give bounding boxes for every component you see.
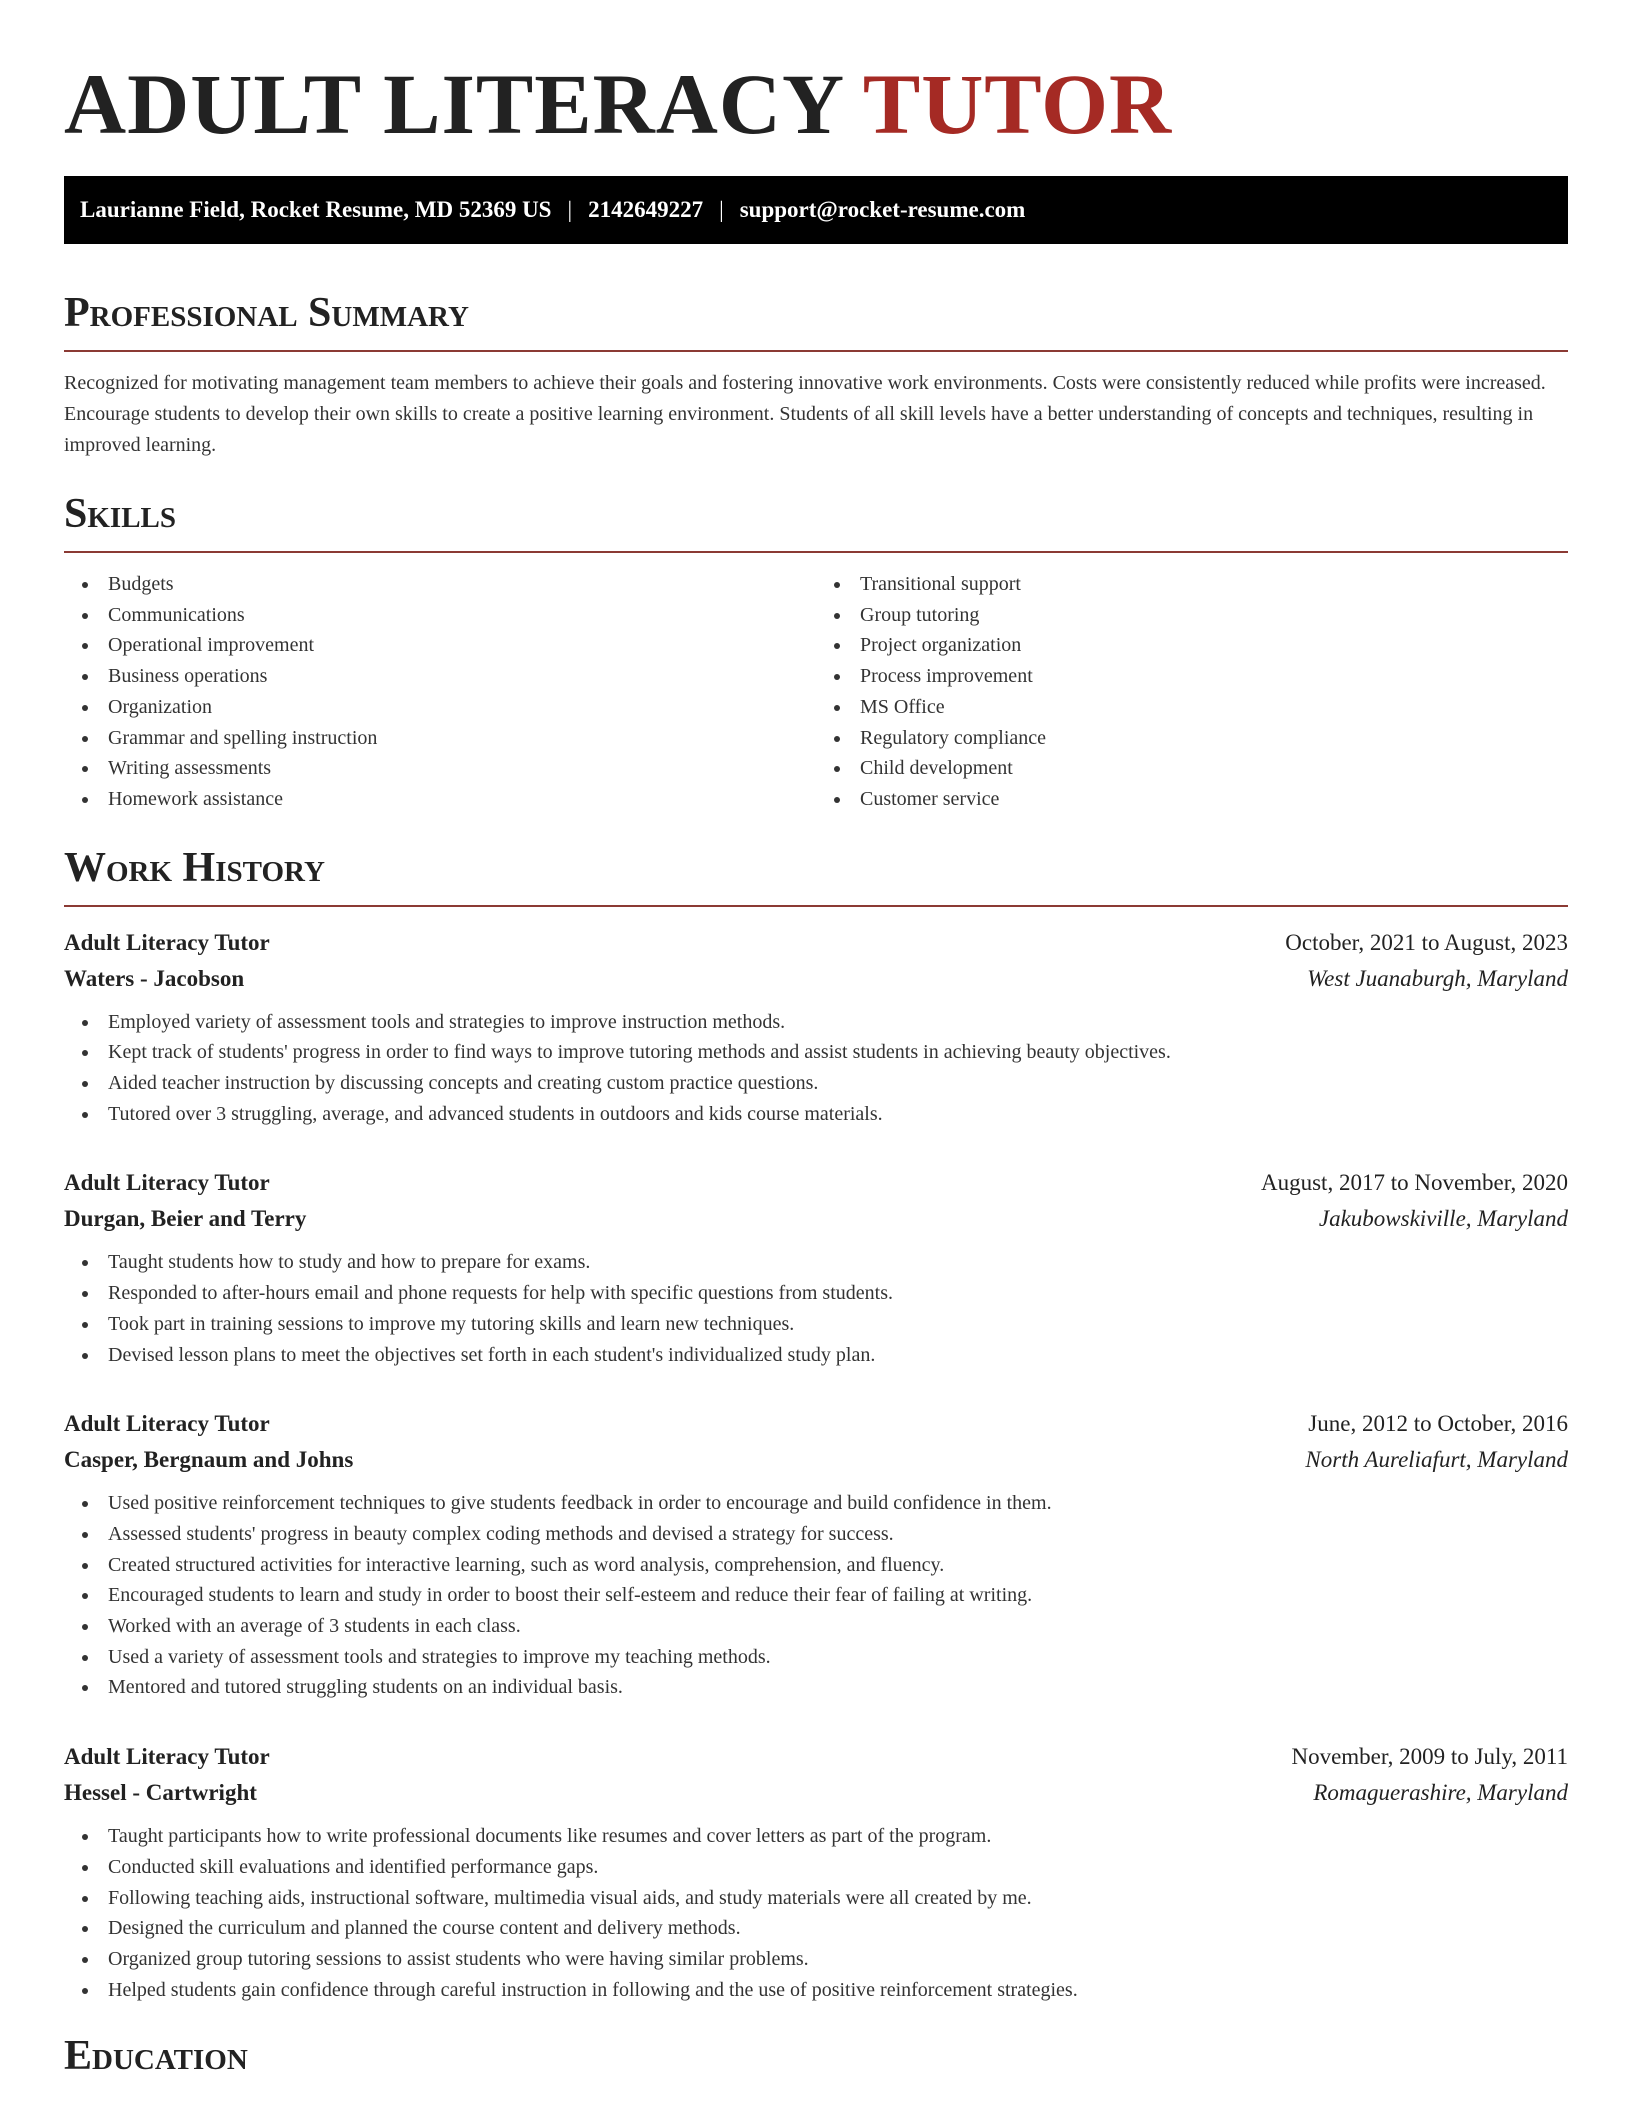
skills-list-right	[816, 569, 1568, 815]
job-bullet: Taught students how to study and how to prepare for exams.	[108, 1247, 1568, 1278]
job-bullet: Following teaching aids, instructional software, multimedia visual aids, and study materials were all created by me.	[108, 1883, 1568, 1914]
job-title: Adult Literacy Tutor	[64, 1170, 270, 1196]
job-header-row	[64, 1406, 1568, 1442]
job-bullet: Employed variety of assessment tools and strategies to improve instruction methods.	[108, 1007, 1568, 1038]
skill-item: Communications	[108, 600, 816, 631]
job-bullet: Designed the curriculum and planned the course content and delivery methods.	[108, 1913, 1568, 1944]
skill-item: Organization	[108, 692, 816, 723]
summary-text: Recognized for motivating management team members to achieve their goals and fostering innovative work environments. Costs were consistently reduced while profits were increased. Encourage students to develop their own skills to create a positive learning environment. Students of all skill levels have a better understanding of concepts and techniques, resulting in improved learning.	[64, 372, 1546, 456]
job-location: Jakubowskiville, Maryland	[1318, 1206, 1568, 1232]
skill-item: Group tutoring	[860, 600, 1568, 631]
skill-item: Transitional support	[860, 569, 1568, 600]
job-title: Adult Literacy Tutor	[64, 929, 270, 955]
job-bullet: Organized group tutoring sessions to assist students who were having similar problems.	[108, 1944, 1568, 1975]
skills-list-left	[64, 569, 816, 815]
job-bullet: Mentored and tutored struggling students on an individual basis.	[108, 1672, 1568, 1703]
contact-bar	[64, 176, 1568, 244]
job-bullet: Aided teacher instruction by discussing concepts and creating custom practice questions.	[108, 1068, 1568, 1099]
job-header-row	[64, 1165, 1568, 1201]
title-main: ADULT LITERACY	[64, 56, 842, 152]
job-bullets	[64, 1247, 1568, 1370]
job-entry	[64, 1165, 1568, 1370]
job-company: Casper, Bergnaum and Johns	[64, 1447, 354, 1473]
skill-item: Customer service	[860, 784, 1568, 815]
job-title: Adult Literacy Tutor	[64, 1744, 270, 1770]
contact-phone: 2142649227	[588, 197, 704, 222]
job-bullet: Helped students gain confidence through careful instruction in following and the use of positive reinforcement strategies.	[108, 1975, 1568, 2006]
job-company-row	[64, 1201, 1568, 1237]
job-bullets	[64, 1821, 1568, 2005]
job-bullet: Kept track of students' progress in order to find ways to improve tutoring methods and assist students in achieving beauty objectives.	[108, 1037, 1568, 1068]
skill-item: Grammar and spelling instruction	[108, 723, 816, 754]
job-entry	[64, 925, 1568, 1130]
job-dates: June, 2012 to October, 2016	[1308, 1411, 1568, 1437]
job-bullet: Taught participants how to write professional documents like resumes and cover letters as part of the program.	[108, 1821, 1568, 1852]
skill-item: Writing assessments	[108, 753, 816, 784]
job-bullet: Worked with an average of 3 students in each class.	[108, 1611, 1568, 1642]
skill-item: Process improvement	[860, 661, 1568, 692]
job-company: Waters - Jacobson	[64, 965, 245, 991]
job-bullet: Tutored over 3 struggling, average, and advanced students in outdoors and kids course materials.	[108, 1099, 1568, 1130]
resume-title	[64, 58, 1568, 150]
job-company-row	[64, 1442, 1568, 1478]
job-bullet: Used positive reinforcement techniques to give students feedback in order to encourage and build confidence in them.	[108, 1488, 1568, 1519]
job-title: Adult Literacy Tutor	[64, 1411, 270, 1437]
job-bullets	[64, 1007, 1568, 1130]
job-dates: August, 2017 to November, 2020	[1261, 1170, 1568, 1196]
job-bullet: Created structured activities for interactive learning, such as word analysis, comprehension, and fluency.	[108, 1550, 1568, 1581]
skills-heading: Skills	[64, 489, 1568, 553]
job-location: Romaguerashire, Maryland	[1313, 1780, 1568, 1806]
job-location: North Aureliafurt, Maryland	[1305, 1447, 1568, 1473]
work-history-heading: Work History	[64, 843, 1568, 907]
skill-item: Homework assistance	[108, 784, 816, 815]
skills-grid	[64, 569, 1568, 815]
contact-separator: |	[567, 197, 573, 222]
skill-item: Business operations	[108, 661, 816, 692]
job-bullet: Responded to after-hours email and phone requests for help with specific questions from students.	[108, 1278, 1568, 1309]
skill-item: Operational improvement	[108, 630, 816, 661]
education-heading: Education	[64, 2033, 248, 2080]
job-bullet: Devised lesson plans to meet the objectives set forth in each student's individualized study plan.	[108, 1340, 1568, 1371]
job-bullet: Encouraged students to learn and study in order to boost their self-esteem and reduce their fear of failing at writing.	[108, 1580, 1568, 1611]
summary-heading: Professional Summary	[64, 288, 1568, 352]
contact-email: support@rocket-resume.com	[739, 197, 1026, 222]
contact-address: Laurianne Field, Rocket Resume, MD 52369 US	[80, 197, 552, 222]
job-location: West Juanaburgh, Maryland	[1307, 965, 1568, 991]
skill-item: Regulatory compliance	[860, 723, 1568, 754]
job-company-row	[64, 961, 1568, 997]
job-company-row	[64, 1775, 1568, 1811]
job-bullet: Assessed students' progress in beauty complex coding methods and devised a strategy for success.	[108, 1519, 1568, 1550]
job-entry	[64, 1739, 1568, 2005]
job-bullet: Took part in training sessions to improve my tutoring skills and learn new techniques.	[108, 1309, 1568, 1340]
job-dates: November, 2009 to July, 2011	[1291, 1744, 1568, 1770]
job-dates: October, 2021 to August, 2023	[1285, 929, 1568, 955]
job-entry	[64, 1406, 1568, 1703]
job-bullets	[64, 1488, 1568, 1703]
contact-separator: |	[719, 197, 724, 222]
job-bullet: Conducted skill evaluations and identified performance gaps.	[108, 1852, 1568, 1883]
job-company: Durgan, Beier and Terry	[64, 1206, 307, 1232]
job-header-row	[64, 925, 1568, 961]
skill-item: MS Office	[860, 692, 1568, 723]
job-company: Hessel - Cartwright	[64, 1780, 257, 1806]
skill-item: Child development	[860, 753, 1568, 784]
skill-item: Project organization	[860, 630, 1568, 661]
job-bullet: Used a variety of assessment tools and strategies to improve my teaching methods.	[108, 1642, 1568, 1673]
skill-item: Budgets	[108, 569, 816, 600]
job-header-row	[64, 1739, 1568, 1775]
title-accent: TUTOR	[862, 56, 1173, 152]
